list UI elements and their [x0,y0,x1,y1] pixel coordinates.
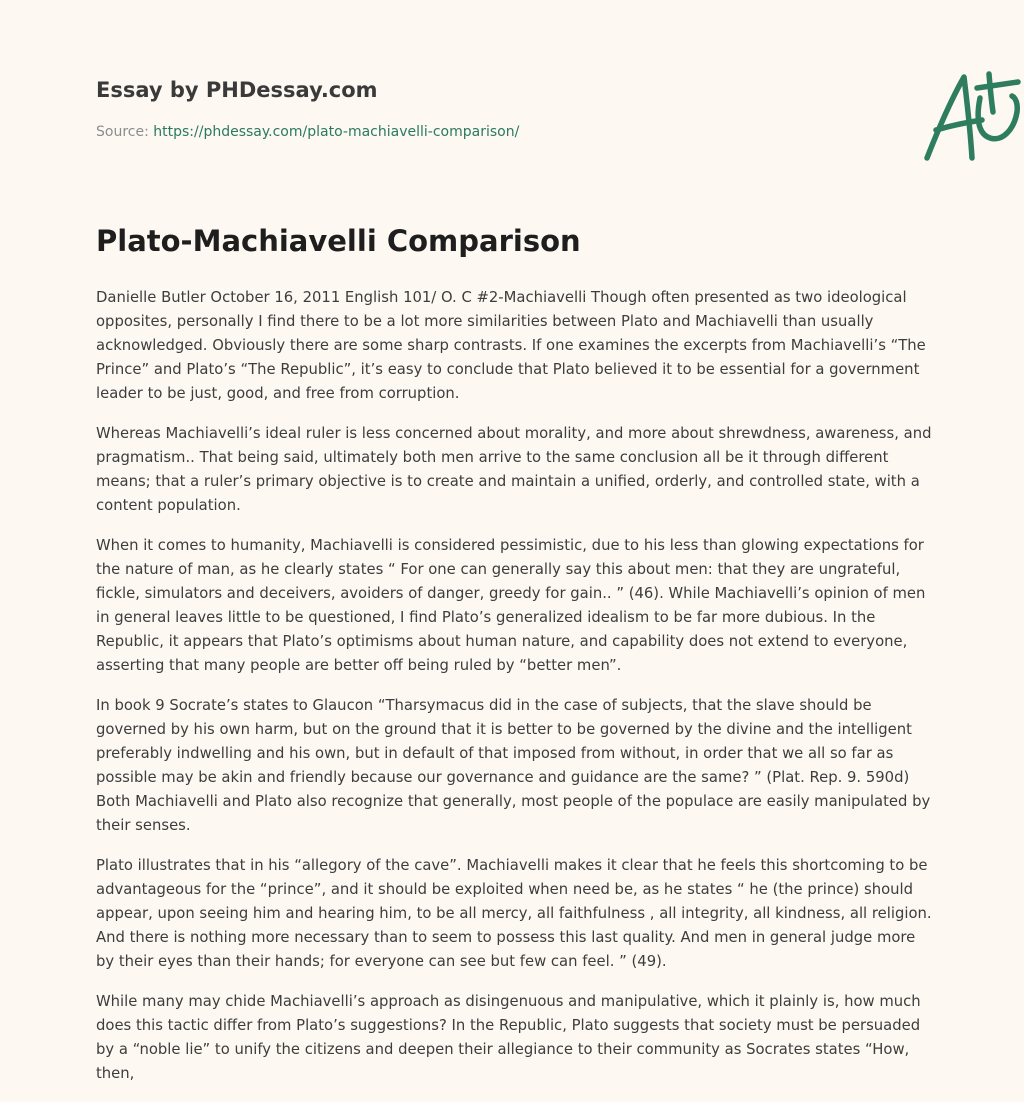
essay-title: Plato-Machiavelli Comparison [96,224,581,258]
essay-body [96,286,932,1102]
essay-paragraph: When it comes to humanity, Machiavelli is considered pessimistic, due to his less than glowing expectations for the nature of man, as he clearly states “ For one can generally say this about men: that they are ungrateful, fickle, simulators and deceivers, avoiders of danger, greedy for gain.. ” (46). While Machiavelli’s opinion of men in general leaves little to be questioned, I find Plato’s generalized idealism to be far more dubious. In the Republic, it appears that Plato’s optimisms about human nature, and capability does not extend to everyone, asserting that many people are better off being ruled by “better men”. [96,537,926,674]
essay-paragraph: In book 9 Socrate’s states to Glaucon “Tharsymacus did in the case of subjects, that the slave should be governed by his own harm, but on the ground that it is better to be governed by the divine and the intelligent preferably indwelling and his own, but in default of that imposed from without, in order that we all so far as possible may be akin and friendly because our governance and guidance are the same? ” (Plat. Rep. 9. 590d) Both Machiavelli and Plato also recognize that generally, most people of the populace are easily manipulated by their senses. [96,697,931,834]
source-label: Source: [96,124,154,140]
essay-paragraph: Plato illustrates that in his “allegory of the cave”. Machiavelli makes it clear that he feels this shortcoming to be advantageous for the “prince”, and it should be exploited when need be, as he states “ he (the prince) should appear, upon seeing him and hearing him, to be all mercy, all faithfulness , all integrity, all kindness, all religion. And there is nothing more necessary than to seem to possess this last quality. And men in general judge more by their eyes than their hands; for everyone can see but few can feel. ” (49). [96,857,932,970]
essay-paragraph: While many may chide Machiavelli’s approach as disingenuous and manipulative, which it plainly is, how much does this tactic differ from Plato’s suggestions? In the Republic, Plato suggests that society must be persuaded by a “noble lie” to unify the citizens and deepen their allegiance to their community as Socrates states “How, then, [96,993,921,1082]
source-link[interactable]: https://phdessay.com/plato-machiavelli-comparison/ [153,124,520,140]
source-line [96,124,519,140]
essay-paragraph: Whereas Machiavelli’s ideal ruler is less concerned about morality, and more about shrewdness, awareness, and pragmatism.. That being said, ultimately both men arrive to the same conclusion all be it through different means; that a ruler’s primary objective is to create and maintain a unified, orderly, and controlled state, with a content population. [96,425,932,514]
essay-paragraph: Danielle Butler October 16, 2011 English 101/ O. C #2-Machiavelli Though often presented as two ideological opposites, personally I find there to be a lot more similarities between Plato and Machiavelli than usually acknowledged. Obviously there are some sharp contrasts. If one examines the excerpts from Machiavelli’s “The Prince” and Plato’s “The Republic”, it’s easy to conclude that Plato believed it to be essential for a government leader to be just, good, and free from corruption. [96,289,926,402]
site-brand: Essay by PHDessay.com [96,78,378,102]
a-plus-grade-icon [922,68,1024,166]
